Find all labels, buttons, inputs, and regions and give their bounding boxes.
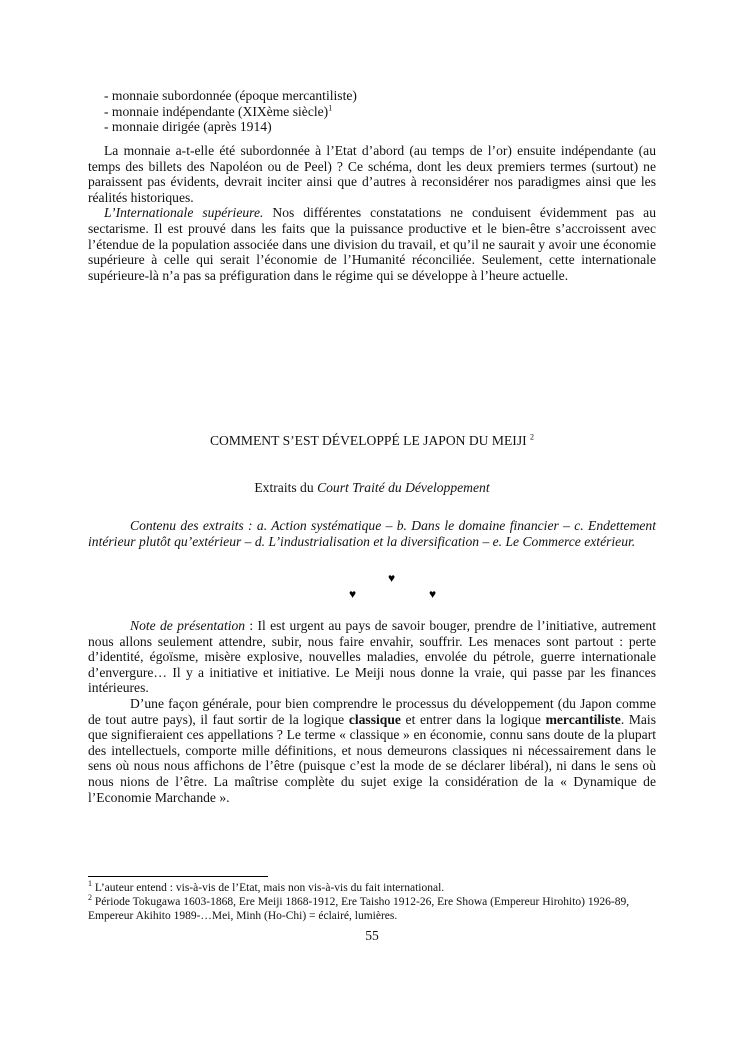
footnote-item: $^1$ L’auteur entend : vis-à-vis de l’Etat, mais non vis-à-vis du fait international. [88, 879, 445, 894]
paragraph: La monnaie a-t-elle été subordonnée à l’Etat d’abord (au temps de l’or) ensuite indépendante (au temps des billets des Napoléon ou de Peel) ? Ce schéma, dont les deux premiers termes (surtout) ne paraissent pas évidents, devrait inciter ainsi que d’autres à reconsidérer nos paradigmes ainsi que les réalités historiques. [88, 143, 656, 205]
list-item: - monnaie dirigée (après 1914) [104, 119, 272, 135]
intro-paragraphs [88, 143, 656, 283]
heart-ornament-icon: ♥ [429, 587, 437, 601]
page-title: COMMENT S’EST DÉVELOPPÉ LE JAPON DU MEIJI [209, 433, 527, 448]
footnote-ref-2[interactable]: 2 [530, 432, 535, 442]
section-heading [88, 433, 656, 449]
list-item: - monnaie subordonnée (époque mercantiliste) [104, 88, 357, 103]
paragraph: L’Internationale supérieure. Nos différentes constatations ne conduisent évidemment pas au sectarisme. Il est prouvé dans les faits que la puissance productive et le bien-être s’accroissent avec l’étendue de la population associée dans une division du travail, et qu’il ne saurait y avoir une économie supérieure à celle qui serait l’économie de l’Humanité réconciliée. Seulement, cette internationale supérieure-là n’a pas sa préfiguration dans le régime qui se développe à l’heure actuelle. [88, 205, 656, 283]
subheading: Extraits du Court Traité du Développement [254, 480, 490, 495]
heart-ornament-icon: ♥ [388, 571, 396, 585]
page-number: 55 [365, 928, 379, 943]
footnote-item: $^2$ Période Tokugawa 1603-1868, Ere Meiji 1868-1912, Ere Taisho 1912-26, Ere Showa (Empereur Hirohito) 1926-89, Empereur Akihito 1989-…Mei, Minh (Ho-Chi) = éclairé, lumières. [88, 893, 630, 922]
footnote-divider [88, 876, 268, 877]
paragraph-lead: Note de présentation [130, 618, 246, 633]
footnotes [88, 881, 648, 923]
footnote-ref-1[interactable]: 1 [328, 103, 333, 113]
paragraph: D’une façon générale, pour bien comprendre le processus du développement (du Japon comme de tout autre pays), il faut sortir de la logique classique et entrer dans la logique mercantiliste. Mais que signifieraient ces appellations ? Le terme « classique » en économie, connu sans doute de la plupart des intellectuels, comporte mille définitions, et nous demeurons classiques ni nécessairement dans le sens où nous nous affichons de l’être (puisque c’est la mode de se déclarer libéral), ni dans le sens où nous nions de l’être. La maîtrise complète du sujet exige la considération de la « Dynamique de l’Economie Marchande ». [88, 695, 656, 805]
presentation-paragraphs [88, 618, 656, 805]
paragraph: Note de présentation : Il est urgent au pays de savoir bouger, prendre de l’initiative, autrement nous allons seulement attendre, subir, nous faire envahir, souffrir. Les menaces sont partout : perte d’identité, égoïsme, misère explosive, nouvelles maladies, envolée du pétrole, guerre internationale d’envergure… Il y a initiative et initiative. Le Meiji nous donne la vraie, qui passe par les finances intérieures. [88, 618, 656, 696]
monetary-eras-list [88, 88, 656, 135]
list-item: - monnaie indépendante (XIXème siècle)$^1$ [104, 103, 333, 119]
contents-paragraph: Contenu des extraits : a. Action systématique – b. Dans le domaine financier – c. Endettement intérieur plutôt qu’extérieur – d. L’industrialisation et la diversification – e. Le Commerce extérieur. [88, 518, 656, 549]
paragraph-lead: L’Internationale supérieure. [104, 205, 264, 221]
heart-ornament-icon: ♥ [349, 587, 357, 601]
book-title: Court Traité du Développement [317, 480, 490, 495]
